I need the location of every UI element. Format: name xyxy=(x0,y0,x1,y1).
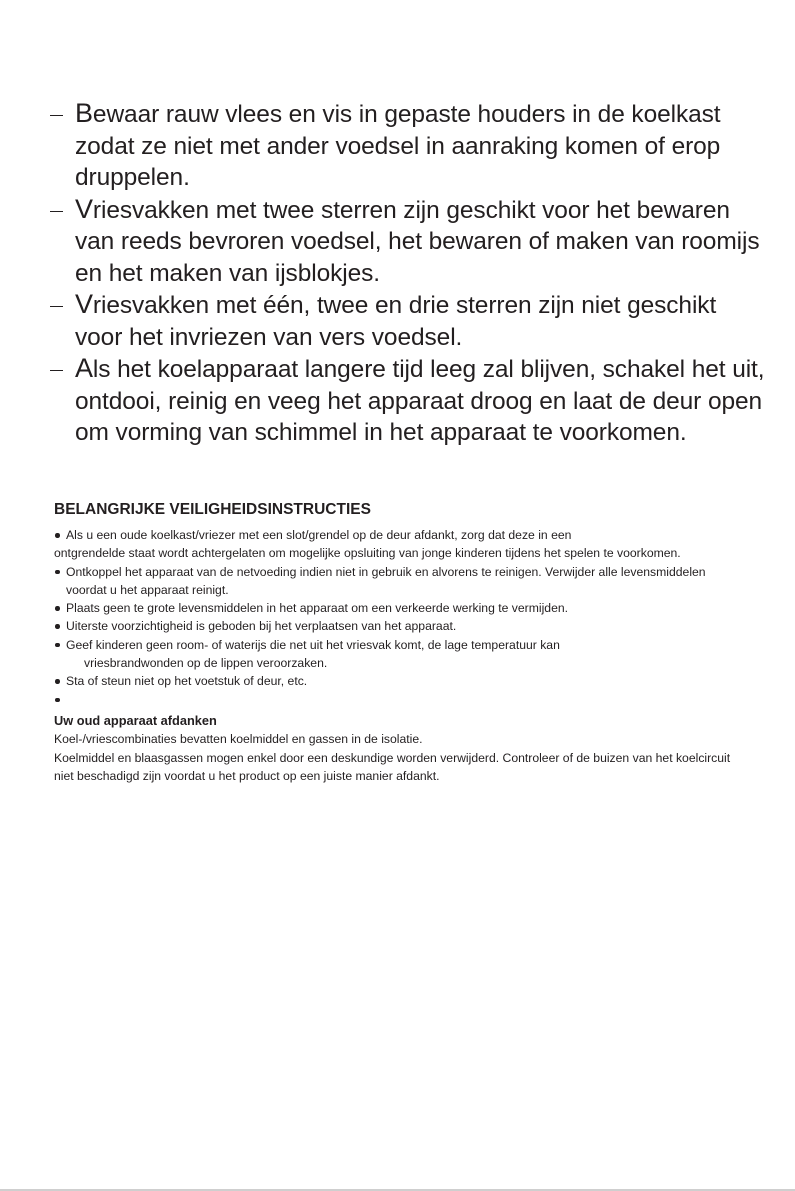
tip-text: ewaar rauw vlees en vis in gepaste houders in de koelkast zodat ze niet met ander voedsel in aanraking komen of erop druppelen. xyxy=(75,101,721,191)
tip-initial: V xyxy=(75,193,93,224)
safety-item-text: Ontkoppel het apparaat van de netvoeding indien niet in gebruik en alvorens te reinigen. Verwijder alle levensmiddelen voordat u het apparaat reinigt. xyxy=(66,564,706,597)
bullet-icon xyxy=(54,636,64,654)
safety-section xyxy=(54,500,744,785)
dash-bullet-icon xyxy=(48,353,64,385)
bullet-icon xyxy=(54,563,64,581)
bullet-icon xyxy=(54,672,64,690)
disposal-paragraph: Koelmiddel en blaasgassen mogen enkel door een deskundige worden verwijderd. Controleer of de buizen van het koelcircuit niet beschadigd zijn voordat u het product op een juiste manier afdankt. xyxy=(54,750,731,784)
bullet-icon xyxy=(54,599,64,617)
storage-tip xyxy=(48,98,768,194)
storage-tips-list xyxy=(48,98,768,449)
safety-item-text: Uiterste voorzichtigheid is geboden bij het verplaatsen van het apparaat. xyxy=(66,619,457,634)
tip-text: riesvakken met één, twee en drie sterren zijn niet geschikt voor het invriezen van vers voedsel. xyxy=(75,292,717,351)
safety-item-text: Plaats geen te grote levensmiddelen in het apparaat om een verkeerde werking te vermijden. xyxy=(66,601,569,616)
safety-instructions-list xyxy=(54,526,744,709)
disposal-heading: Uw oud apparaat afdanken xyxy=(54,712,217,728)
tip-initial: B xyxy=(75,98,93,128)
safety-item-continuation: vriesbrandwonden op de lippen veroorzaken. xyxy=(84,656,328,671)
disposal-paragraph: Koel-/vriescombinaties bevatten koelmiddel en gassen in de isolatie. xyxy=(54,732,423,747)
bullet-icon xyxy=(54,526,64,544)
tip-initial: V xyxy=(75,289,93,319)
safety-item xyxy=(54,617,744,635)
safety-item xyxy=(54,636,744,673)
tip-text: riesvakken met twee sterren zijn geschikt voor het bewaren van reeds bevroren voedsel, het bewaren of maken van roomijs en het maken van ijsblokjes. xyxy=(75,196,760,287)
safety-item-text: Geef kinderen geen room- of waterijs die net uit het vriesvak komt, de lage temperatuur kan xyxy=(66,637,560,652)
dash-bullet-icon xyxy=(48,194,64,226)
safety-item-continuation: ontgrendelde staat wordt achtergelaten om mogelijke opsluiting van jonge kinderen tijdens het spelen te voorkomen. xyxy=(54,546,681,561)
disposal-section xyxy=(54,712,744,785)
storage-tip xyxy=(48,289,768,353)
tip-initial: A xyxy=(75,353,93,383)
safety-item xyxy=(54,672,744,690)
safety-item-text: Als u een oude koelkast/vriezer met een slot/grendel op de deur afdankt, zorg dat deze in een xyxy=(66,528,572,542)
tip-text: ls het koelapparaat langere tijd leeg zal blijven, schakel het uit, ontdooi, reinig en veeg het apparaat droog en laat de deur open om vorming van schimmel in het apparaat te voorkomen. xyxy=(75,356,765,446)
safety-item-empty xyxy=(54,691,744,709)
safety-heading: BELANGRIJKE VEILIGHEIDSINSTRUCTIES xyxy=(54,501,371,518)
bullet-icon xyxy=(54,691,64,709)
dash-bullet-icon xyxy=(48,289,64,321)
storage-tip xyxy=(48,194,768,290)
storage-tip xyxy=(48,353,768,449)
safety-item-text: Sta of steun niet op het voetstuk of deur, etc. xyxy=(66,674,308,689)
safety-item xyxy=(54,526,744,563)
safety-item xyxy=(54,599,744,617)
safety-item xyxy=(54,563,744,600)
dash-bullet-icon xyxy=(48,98,64,130)
bullet-icon xyxy=(54,617,64,635)
